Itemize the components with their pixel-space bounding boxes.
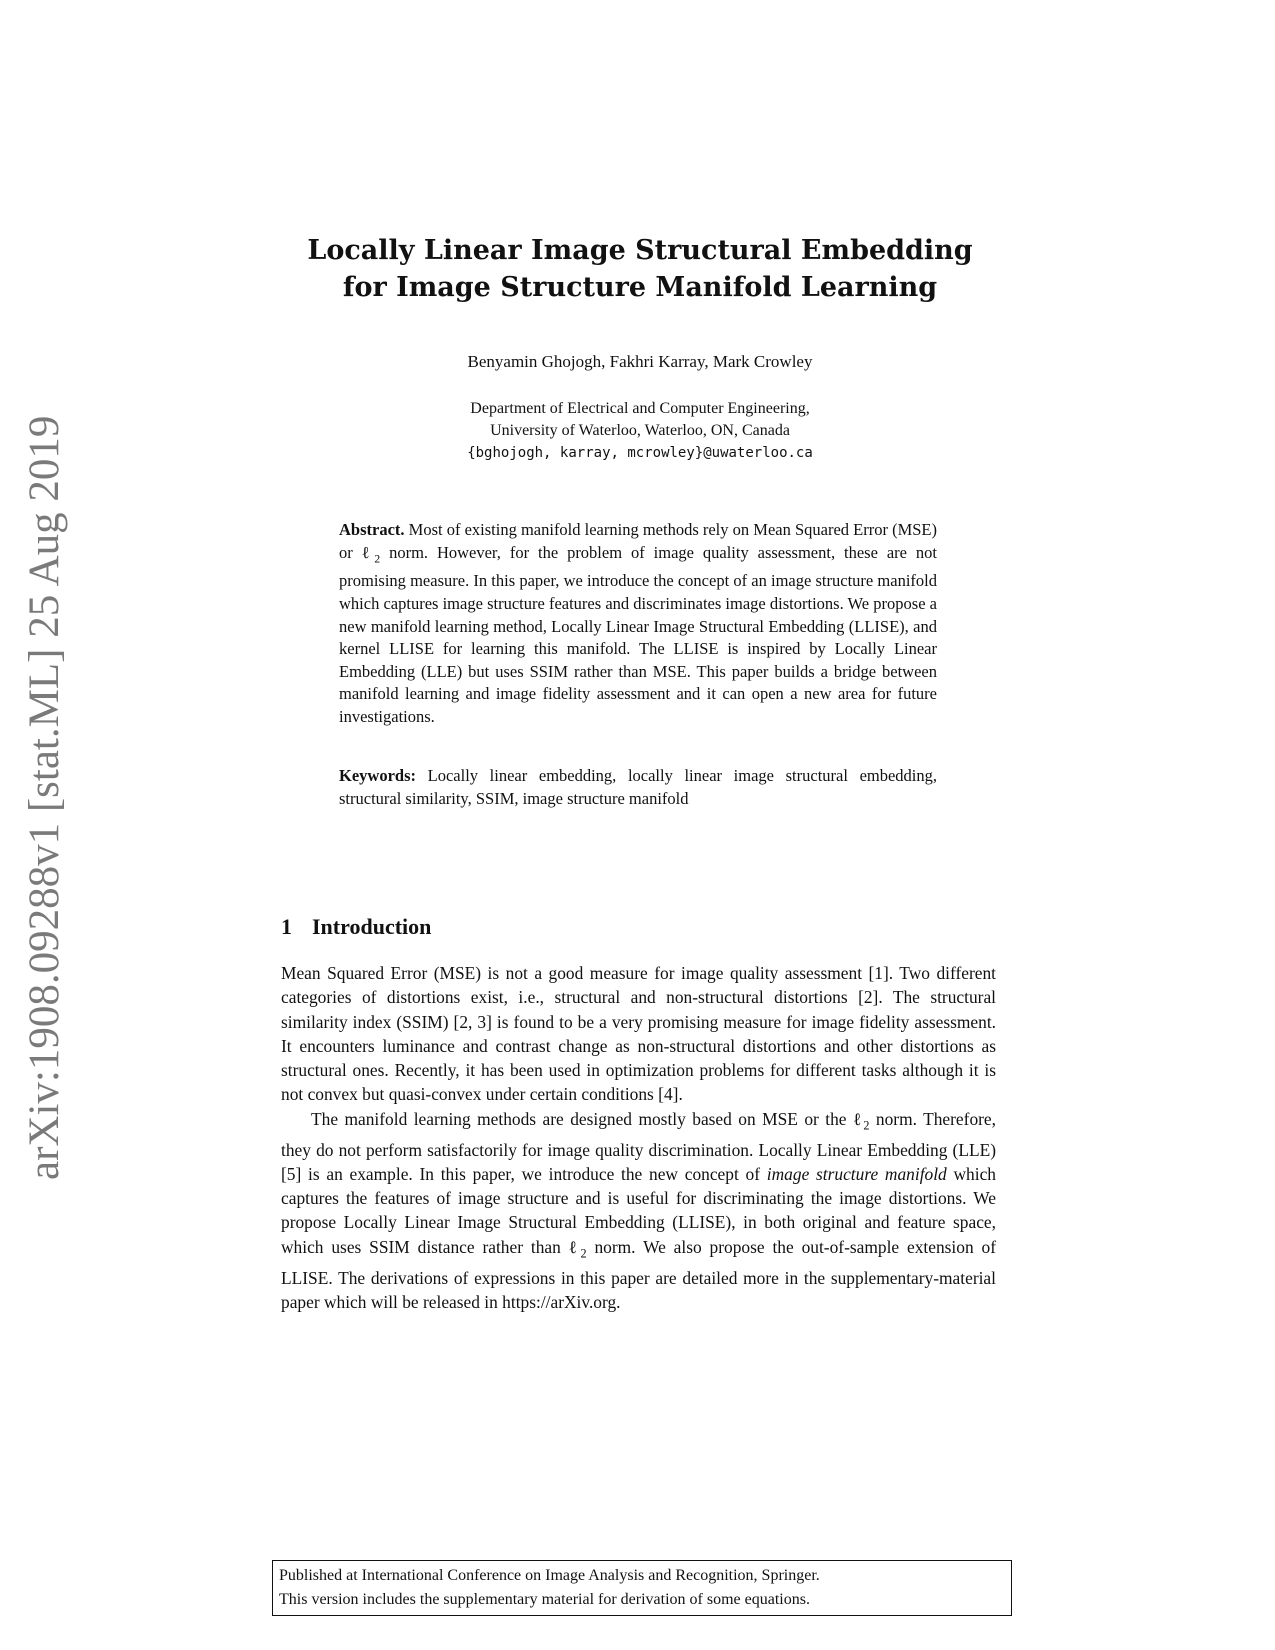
publication-note-line-2: This version includes the supplementary material for derivation of some equations. (279, 1591, 810, 1608)
author-list: Benyamin Ghojogh, Fakhri Karray, Mark Crowley (467, 352, 813, 371)
arxiv-identifier-stamp: arXiv:1908.09288v1 [stat.ML] 25 Aug 2019 (21, 415, 68, 1180)
intro-p2-subscript-1: 2 (863, 1118, 870, 1133)
abstract (339, 519, 937, 729)
intro-paragraph-1: Mean Squared Error (MSE) is not a good measure for image quality assessment [1]. Two different categories of distortions exist, i.e., structural and non-structural distortions [2]. The structural similarity index (SSIM) [2, 3] is found to be a very promising measure for image fidelity assessment. It encounters luminance and contrast change as non-structural distortions and other distortions as structural ones. Recently, it has been used in optimization problems for different tasks although it is not convex but quasi-convex under certain conditions [4]. (281, 963, 996, 1105)
intro-p2-subscript-2: 2 (580, 1246, 587, 1261)
publication-note-box (272, 1560, 1012, 1616)
title-line-1: Locally Linear Image Structural Embedding (307, 235, 973, 266)
author-email: {bghojogh, karray, mcrowley}@uwaterloo.ca (467, 445, 813, 461)
abstract-subscript: 2 (374, 552, 381, 565)
intro-paragraph-2 (281, 1107, 996, 1314)
keywords (339, 765, 937, 810)
keywords-label: Keywords: (339, 766, 416, 785)
intro-p2-text-a: The manifold learning methods are designed mostly based on MSE or the ℓ (311, 1108, 864, 1129)
intro-p2-text-c: which captures the features of image structure and is useful for discriminating the image distortions. We propose Locally Linear Image Structural Embedding (LLISE), in both original and feature space, which uses SSIM distance rather than ℓ (281, 1163, 996, 1257)
publication-note-line-1: Published at International Conference on Image Analysis and Recognition, Springer. (279, 1567, 820, 1584)
abstract-label: Abstract. (339, 520, 405, 539)
title-line-2: for Image Structure Manifold Learning (342, 272, 938, 303)
intro-p2-text-b: norm. Therefore, they do not perform satisfactorily for image quality discrimination. Locally Linear Embedding (LLE) [5] is an example. In this paper, we introduce the new concept of (281, 1108, 996, 1184)
keywords-text: Locally linear embedding, locally linear image structural embedding, structural similarity, SSIM, image structure manifold (339, 766, 938, 808)
paper-title (280, 232, 1000, 306)
intro-p2-text-d: norm. We also propose the out-of-sample extension of LLISE. The derivations of expressions in this paper are detailed more in the supplementary-material paper which will be released in https://arXiv.org. (281, 1236, 996, 1312)
section-number: 1 (281, 914, 292, 939)
section-heading-introduction (281, 914, 431, 940)
affiliation-line-2: University of Waterloo, Waterloo, ON, Canada (490, 422, 790, 439)
affiliation (280, 398, 1000, 464)
abstract-text-1: Most of existing manifold learning methods rely on Mean Squared Error (MSE) or ℓ (339, 520, 938, 562)
introduction-body (281, 961, 996, 1314)
affiliation-line-1: Department of Electrical and Computer Engineering, (470, 400, 810, 417)
section-title: Introduction (312, 914, 432, 939)
abstract-text-2: norm. However, for the problem of image quality assessment, these are not promising measure. In this paper, we introduce the concept of an image structure manifold which captures image structure features and discriminates image distortions. We propose a new manifold learning method, Locally Linear Image Structural Embedding (LLISE), and kernel LLISE for learning this manifold. The LLISE is inspired by Locally Linear Embedding (LLE) but uses SSIM rather than MSE. This paper builds a bridge between manifold learning and image fidelity assessment and it can open a new area for future investigations. (339, 542, 937, 727)
intro-p2-emphasis: image structure manifold (766, 1163, 947, 1184)
